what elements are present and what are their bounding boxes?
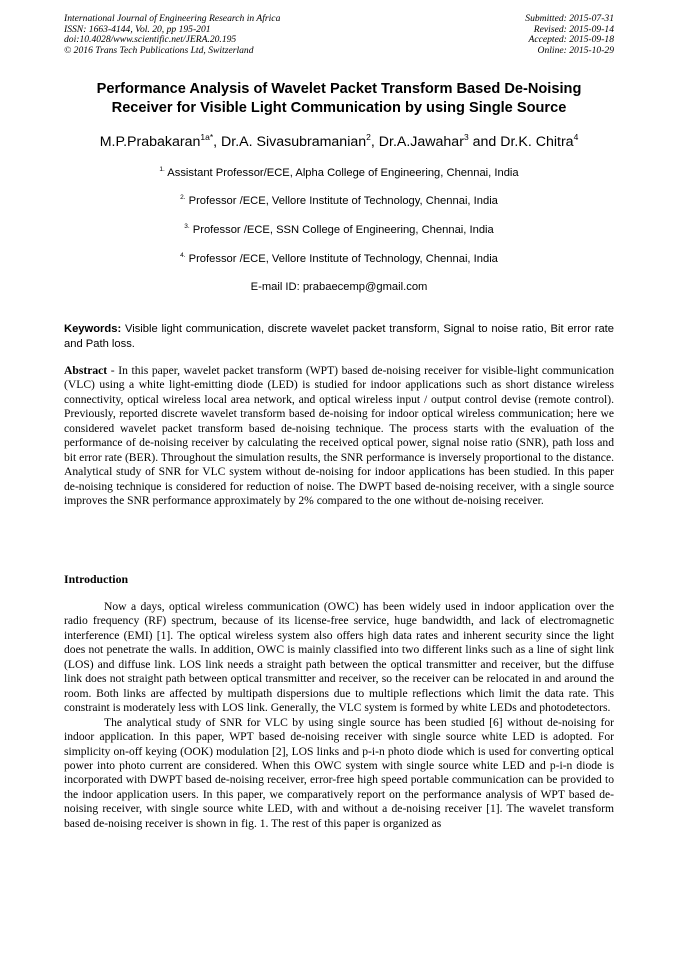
journal-name: International Journal of Engineering Research in Africa	[64, 13, 281, 24]
author-name: Dr.A. Sivasubramanian	[221, 134, 367, 150]
paper-title	[40, 80, 638, 118]
revised-date: Revised: 2015-09-14	[533, 23, 614, 35]
abstract-label: Abstract	[64, 364, 108, 377]
author-name: Dr.K. Chitra	[500, 134, 574, 150]
keywords-label: Keywords:	[64, 323, 122, 335]
affiliation-text: Professor /ECE, SSN College of Engineering, Chennai, India	[189, 224, 494, 236]
affiliation	[40, 167, 638, 179]
affiliation	[40, 195, 638, 207]
affiliation-number: 2.	[180, 194, 186, 201]
paragraph: Now a days, optical wireless communication (OWC) has been widely used in indoor application over the radio frequency (RF) spectrum, because of its license-free service, huge bandwidth, and lack of electromagnetic interference (EMI) [1]. The optical wireless system also offers high data rates and inherent security since the light does not penetrate the walls. In addition, OWC is mainly classified into two different links such as a line of sight link (LOS) and diffuse link. LOS link needs a straight path between the optical transmitter and receiver, but the diffuse link does not straight path between optical transmitter and receiver, so the receiver can be relocated in and around the room. Both links are affected by multipath dispersions due to multiple reflections which limit the data rate. This constraint is moderately less with LOS link. Generally, the VLC system is formed by white LEDs and photodetectors.	[64, 600, 614, 715]
section-heading-introduction: Introduction	[64, 572, 129, 586]
affiliation-text: Assistant Professor/ECE, Alpha College of Engineering, Chennai, India	[164, 167, 519, 179]
doi-line: doi:10.4028/www.scientific.net/JERA.20.195	[64, 34, 237, 46]
keywords-text: Visible light communication, discrete wavelet packet transform, Signal to noise ratio, Bit error rate and Path loss.	[64, 323, 614, 351]
author-list	[20, 134, 658, 150]
author-affil-mark: 2	[366, 132, 371, 142]
affiliation-text: Professor /ECE, Vellore Institute of Technology, Chennai, India	[185, 195, 498, 207]
author-separator: and	[468, 134, 501, 150]
author-name: M.P.Prabakaran	[99, 134, 201, 150]
paragraph: The analytical study of SNR for VLC by using single source has been studied [6] without de-noising for indoor application. In this paper, WPT based de-noising receiver with single source white LED is adopted. For simplicity on-off keying (OOK) modulation [2], LOS links and p-i-n photo diode which is used for converting optical power into photo current are considered. When this OWC system with single source white LED and p-i-n diode is incorporated with DWPT based de-noising receiver, error-free high speed portable communication can be provided to the indoor application users. In this paper, we comparatively report on the performance analysis of WPT based de-noising receiver, with single source white LED, with and without a de-noising receiver [1]. The wavelet transform based de-noising receiver is shown in fig. 1. The rest of this paper is organized as	[64, 715, 614, 830]
affiliation-number: 4.	[180, 252, 186, 259]
author-affil-mark: 1a*	[200, 132, 214, 142]
abstract	[64, 364, 614, 509]
affiliation	[40, 253, 638, 265]
author-separator: ,	[370, 134, 379, 150]
author-email: E-mail ID: prabaecemp@gmail.com	[250, 281, 428, 293]
author-name: Dr.A.Jawahar	[378, 134, 464, 150]
author-separator: ,	[213, 134, 222, 150]
issn-line: ISSN: 1663-4144, Vol. 20, pp 195-201	[64, 23, 211, 35]
author-affil-mark: 4	[573, 132, 579, 142]
accepted-date: Accepted: 2015-09-18	[528, 34, 614, 46]
title-line: Receiver for Visible Light Communication by using Single Source	[111, 100, 567, 116]
introduction-body	[64, 600, 614, 831]
submitted-date: Submitted: 2015-07-31	[525, 13, 614, 24]
affiliation	[40, 224, 638, 236]
title-line: Performance Analysis of Wavelet Packet Transform Based De-Noising	[96, 81, 582, 97]
journal-info	[64, 14, 280, 56]
online-date: Online: 2015-10-29	[537, 44, 614, 56]
keywords	[64, 322, 614, 352]
submission-dates	[525, 14, 614, 56]
author-affil-mark: 3	[463, 132, 469, 142]
affiliation-text: Professor /ECE, Vellore Institute of Technology, Chennai, India	[185, 253, 498, 265]
affiliation-number: 3.	[184, 223, 190, 230]
affiliation-number: 1.	[159, 166, 165, 173]
copyright-line: © 2016 Trans Tech Publications Ltd, Switzerland	[64, 44, 254, 56]
abstract-text: - In this paper, wavelet packet transform (WPT) based de-noising receiver for visible-light communication (VLC) using a white light-emitting diode (LED) is studied for indoor applications such as short distance wireless connectivity, optical wireless local area network, and optical wireless input / output control devise (remote control). Previously, reported discrete wavelet transform based de-noising for indoor optical wireless communication; here we considered wavelet packet transform based de-noising technique. The process starts with the evaluation of the performance of de-noising receiver by calculating the received optical power, signal noise ratio (SNR), path loss and bit error rate (BER). Throughout the simulation results, the SNR performance is inversely proportional to the distance. Analytical study of SNR for VLC system without de-noising for indoor applications has been studied. In this paper de-noising technique is considered for reduction of noise. The DWPT based de-noising receiver, with a single source improves the SNR performance approximately by 2% compared to the one without de-noising receiver.	[64, 364, 614, 508]
